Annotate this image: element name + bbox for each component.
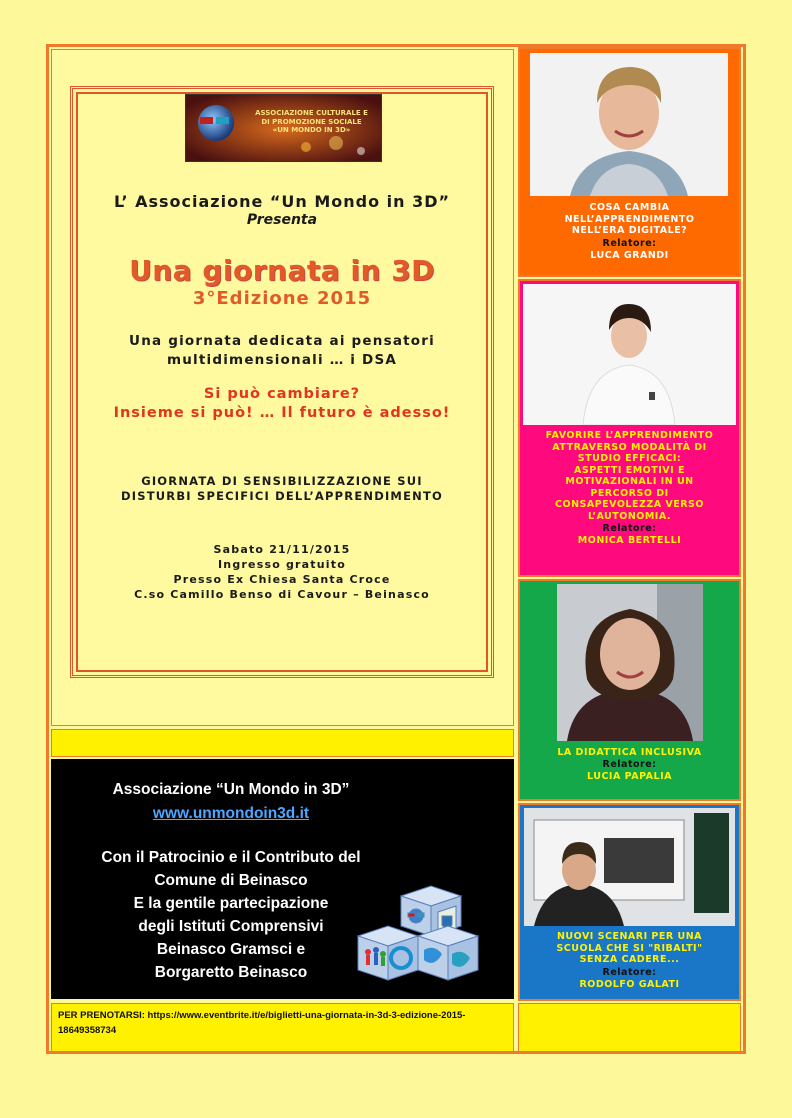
footer-assoc: Associazione “Un Mondo in 3D” (112, 781, 350, 798)
speaker-card-1 (518, 47, 741, 277)
association-line: L’ Associazione “Un Mondo in 3D” (113, 192, 451, 211)
presents-label: Presenta (246, 212, 318, 228)
logo-text-1: ASSOCIAZIONE CULTURALE E (255, 109, 368, 117)
booking-text[interactable]: PER PRENOTARSI: https://www.eventbrite.it/e/biglietti-una-giornata-in-3d-3-edizione-2015-18649358734 (58, 1010, 466, 1036)
event-details (76, 542, 488, 602)
event-address: C.so Camillo Benso di Cavour – Beinasco (134, 588, 430, 601)
speaker-2-topic-line-3: STUDIO EFFICACI: (577, 453, 682, 464)
website-link[interactable] (51, 802, 411, 825)
event-edition: 3°Edizione 2015 (192, 288, 372, 309)
logo-text-3: «UN MONDO IN 3D» (272, 126, 351, 134)
website-link-text[interactable]: www.unmondoin3d.it (152, 805, 310, 822)
speaker-2-topic-line-8: L’AUTONOMIA. (588, 510, 671, 522)
speaker-1-topic-line-2: NELL’APPRENDIMENTO (564, 213, 695, 225)
event-subtitle (76, 332, 488, 370)
event-venue: Presso Ex Chiesa Santa Croce (173, 573, 391, 586)
speaker-4-topic-line-2: SCUOLA CHE SI "RIBALTI" (556, 942, 703, 954)
yellow-divider (51, 729, 514, 757)
speaker-1-topic-line-1: COSA CAMBIA (589, 202, 670, 213)
subtitle-line-1: Una giornata dedicata ai pensatori (129, 333, 435, 349)
event-slogan (76, 385, 488, 423)
speaker-2-name: MONICA BERTELLI (577, 535, 682, 546)
booking-bar (51, 1003, 514, 1052)
awareness-line-1: GIORNATA DI SENSIBILIZZAZIONE SUI (141, 474, 423, 488)
event-entry: Ingresso gratuito (218, 558, 346, 571)
subtitle-line-2: multidimensionali … i DSA (166, 352, 398, 368)
awareness-line-2: DISTURBI SPECIFICI DELL’APPRENDIMENTO (121, 489, 443, 503)
event-date: Sabato 21/11/2015 (213, 543, 351, 556)
speaker-4-relatore-label: Relatore: (602, 967, 657, 978)
association-logo (185, 94, 382, 162)
speaker-2-topic-line-5: MOTIVAZIONALI IN UN (565, 476, 694, 487)
speaker-card-2 (518, 279, 741, 577)
speaker-1-name: LUCA GRANDI (590, 250, 669, 261)
speaker-1-topic (520, 202, 739, 237)
speaker-4-topic-line-1: NUOVI SCENARI PER UNA (556, 931, 703, 942)
speaker-card-3 (518, 579, 741, 801)
speaker-photo-2 (523, 284, 736, 425)
cubes-logo-icon (356, 884, 491, 984)
slogan-line-2: Insieme si può! … Il futuro è adesso! (113, 405, 451, 421)
patronage-line-4: degli Istituti Comprensivi (138, 918, 324, 935)
speaker-4-topic (520, 931, 739, 966)
slogan-line-1: Si può cambiare? (203, 386, 361, 402)
speaker-1-relatore-label: Relatore: (602, 238, 657, 249)
speaker-photo-4 (524, 808, 735, 926)
speaker-photo-1 (530, 53, 728, 196)
logo-text-2: DI PROMOZIONE SOCIALE (261, 117, 362, 126)
speaker-1-topic-line-3: NELL’ERA DIGITALE? (571, 225, 688, 236)
patronage-line-3: E la gentile partecipazione (133, 895, 329, 912)
patronage-line-5: Beinasco Gramsci e (156, 941, 306, 958)
patronage-line-1: Con il Patrocinio e il Contributo del (101, 849, 361, 866)
speaker-4-topic-line-3: SENZA CADERE... (579, 954, 680, 965)
speaker-3-relatore-label: Relatore: (602, 759, 657, 770)
patronage-line-2: Comune di Beinasco (154, 872, 308, 889)
bottom-right-bar (518, 1003, 741, 1052)
patronage-line-6: Borgaretto Beinasco (154, 964, 308, 981)
speaker-2-topic-line-1: FAVORIRE L’APPRENDIMENTO (545, 430, 714, 441)
speaker-2-topic-line-4: ASPETTI EMOTIVI E (574, 464, 685, 476)
awareness-heading (76, 474, 488, 504)
event-title: Una giornata in 3D (129, 254, 435, 287)
speaker-photo-3 (557, 584, 703, 741)
speaker-2-topic-line-6: PERCORSO DI (590, 487, 669, 499)
speaker-2-topic-line-7: CONSAPEVOLEZZA VERSO (555, 499, 704, 510)
speaker-2-topic-line-2: ATTRAVERSO MODALITÀ DI (552, 441, 707, 453)
speaker-2-topic (520, 430, 739, 522)
speaker-3-topic (520, 747, 739, 759)
speaker-4-name: RODOLFO GALATI (579, 979, 680, 990)
speaker-2-relatore-label: Relatore: (602, 523, 657, 534)
speaker-3-name: LUCIA PAPALIA (587, 771, 672, 782)
speaker-card-4 (518, 803, 741, 1001)
speaker-3-topic-line-1: LA DIDATTICA INCLUSIVA (557, 747, 702, 758)
